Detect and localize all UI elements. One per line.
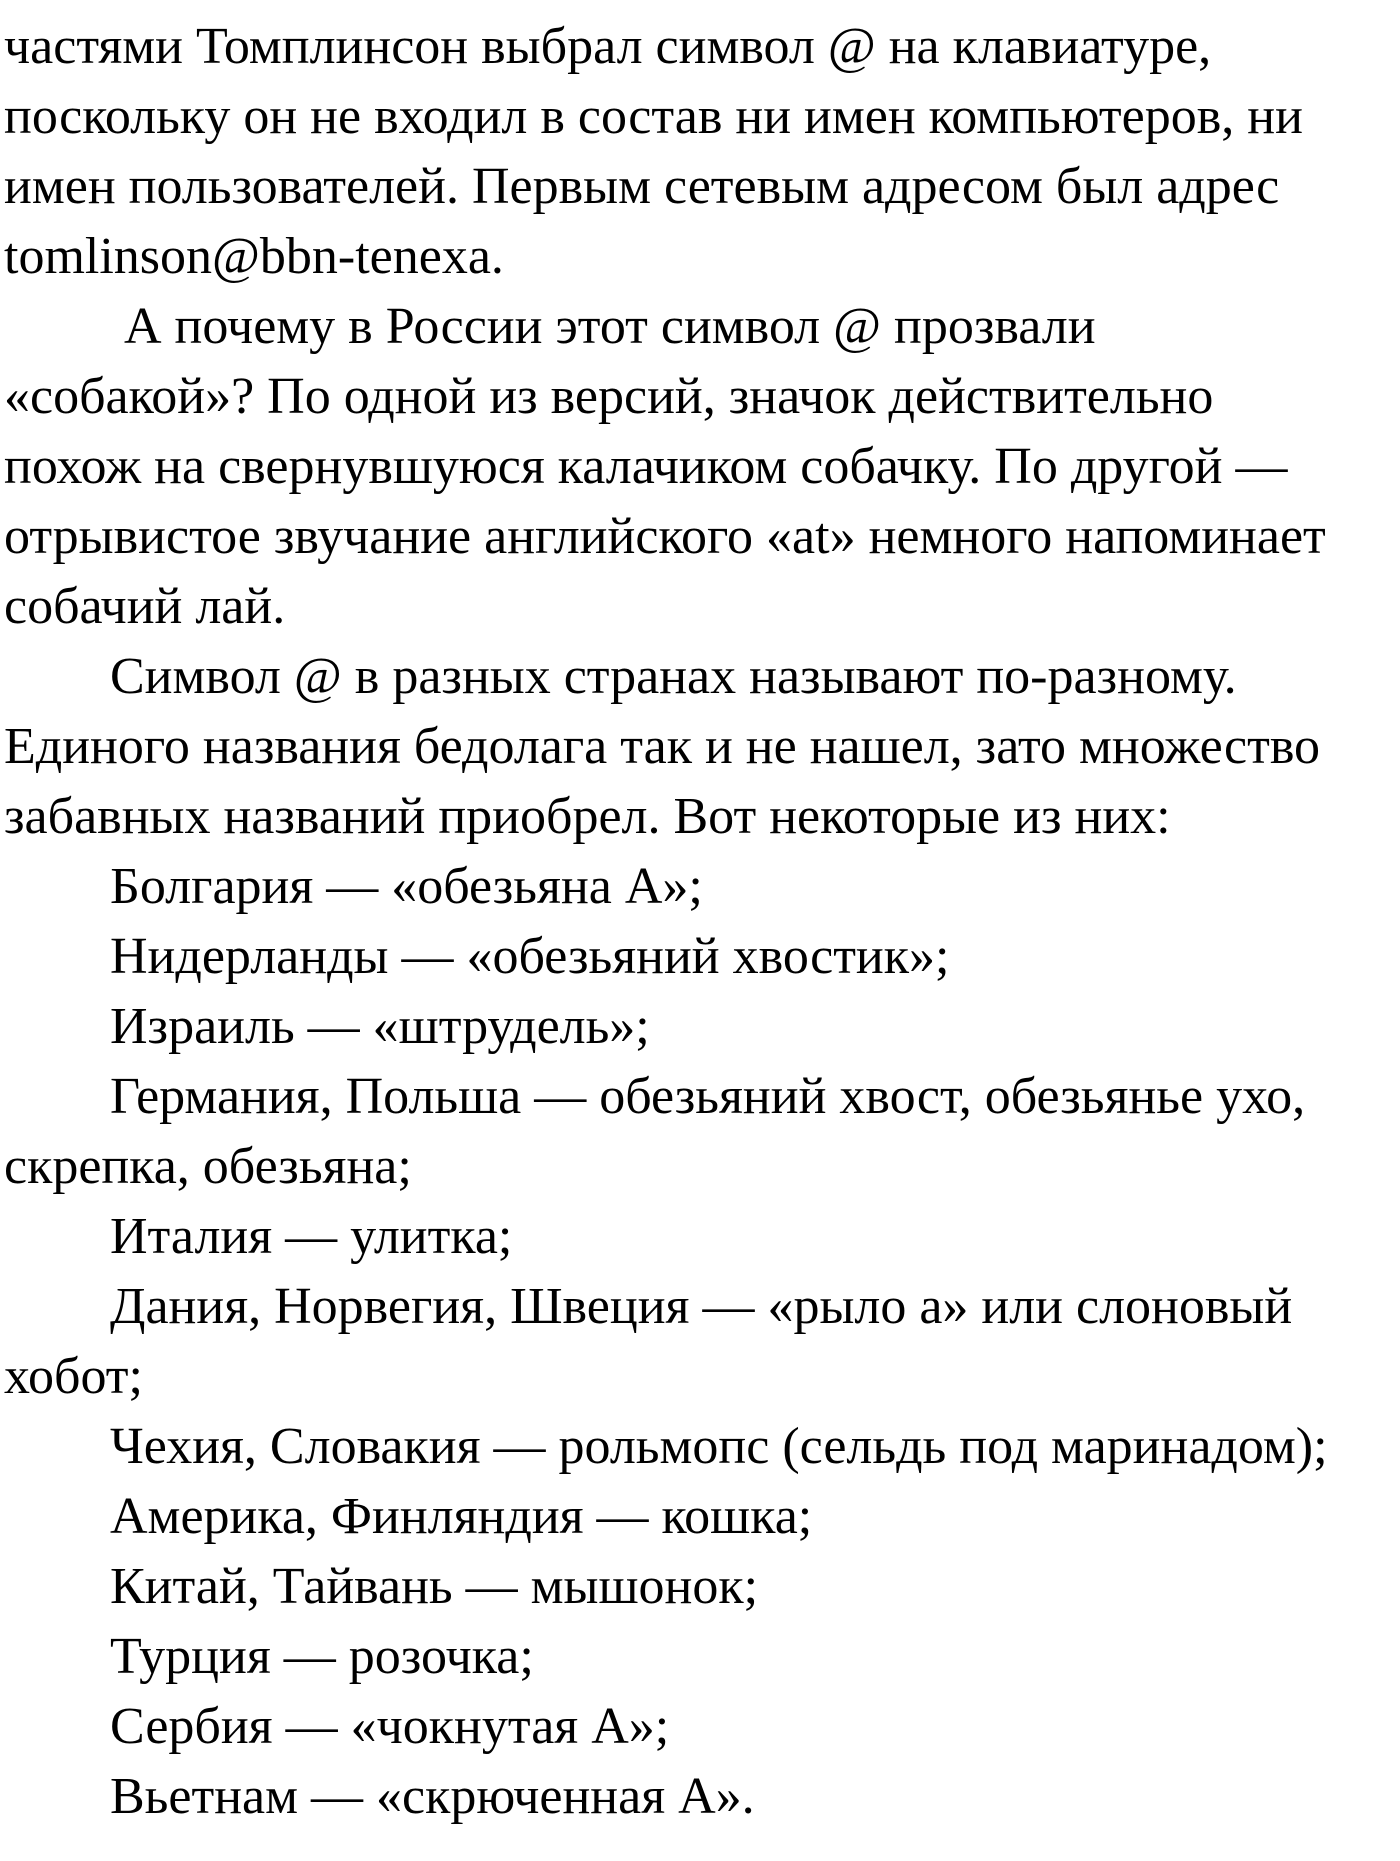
text-line: забавных названий приобрел. Вот некоторые из них: <box>4 788 1171 845</box>
text-line: Единого названия бедолага так и не нашел, зато множество <box>4 718 1321 775</box>
text-line: имен пользователей. Первым сетевым адресом был адрес <box>4 158 1280 215</box>
list-item <box>4 1202 1400 1272</box>
text-line: Чехия, Словакия — рольмопс (сельдь под маринадом); <box>110 1418 1328 1475</box>
text-line: tomlinson@bbn-tenexa. <box>4 228 504 285</box>
text-line: Турция — розочка; <box>110 1628 534 1685</box>
paragraph-russia-dog <box>4 292 1400 642</box>
list-item <box>4 1552 1400 1622</box>
text-line: похож на свернувшуюся калачиком собачку. По другой — <box>4 438 1288 495</box>
text-line: частями Томплинсон выбрал символ @ на клавиатуре, <box>4 18 1212 75</box>
text-line: отрывистое звучание английского «at» немного напоминает <box>4 508 1326 565</box>
list-item <box>4 1692 1400 1762</box>
text-line: собачий лай. <box>4 578 286 635</box>
text-line: Китай, Тайвань — мышонок; <box>110 1558 759 1615</box>
text-line: Нидерланды — «обезьяний хвостик»; <box>110 928 950 985</box>
text-line: Дания, Норвегия, Швеция — «рыло а» или слоновый <box>110 1278 1293 1335</box>
text-line: Вьетнам — «скрюченная А». <box>110 1768 755 1825</box>
list-item <box>4 1412 1400 1482</box>
list-item <box>4 1272 1400 1412</box>
list-item <box>4 1762 1400 1832</box>
text-line: Италия — улитка; <box>110 1208 513 1265</box>
text-line: Символ @ в разных странах называют по-разному. <box>110 648 1237 705</box>
text-line: Болгария — «обезьяна А»; <box>110 858 703 915</box>
paragraph-tomlinson <box>4 12 1400 292</box>
list-item <box>4 1622 1400 1692</box>
country-list <box>4 852 1400 1832</box>
text-line: Израиль — «штрудель»; <box>110 998 650 1055</box>
paragraph-names-intro <box>4 642 1400 852</box>
text-line: Америка, Финляндия — кошка; <box>110 1488 813 1545</box>
list-item <box>4 1482 1400 1552</box>
text-line: Германия, Польша — обезьяний хвост, обезьянье ухо, <box>110 1068 1306 1125</box>
list-item <box>4 852 1400 922</box>
text-line: поскольку он не входил в состав ни имен компьютеров, ни <box>4 88 1303 145</box>
list-item <box>4 922 1400 992</box>
list-item <box>4 992 1400 1062</box>
text-line: А почему в России этот символ @ прозвали <box>124 298 1096 355</box>
text-line: «собакой»? По одной из версий, значок действительно <box>4 368 1214 425</box>
text-line: хобот; <box>4 1348 143 1405</box>
text-line: скрепка, обезьяна; <box>4 1138 412 1195</box>
text-line: Сербия — «чокнутая А»; <box>110 1698 670 1755</box>
list-item <box>4 1062 1400 1202</box>
